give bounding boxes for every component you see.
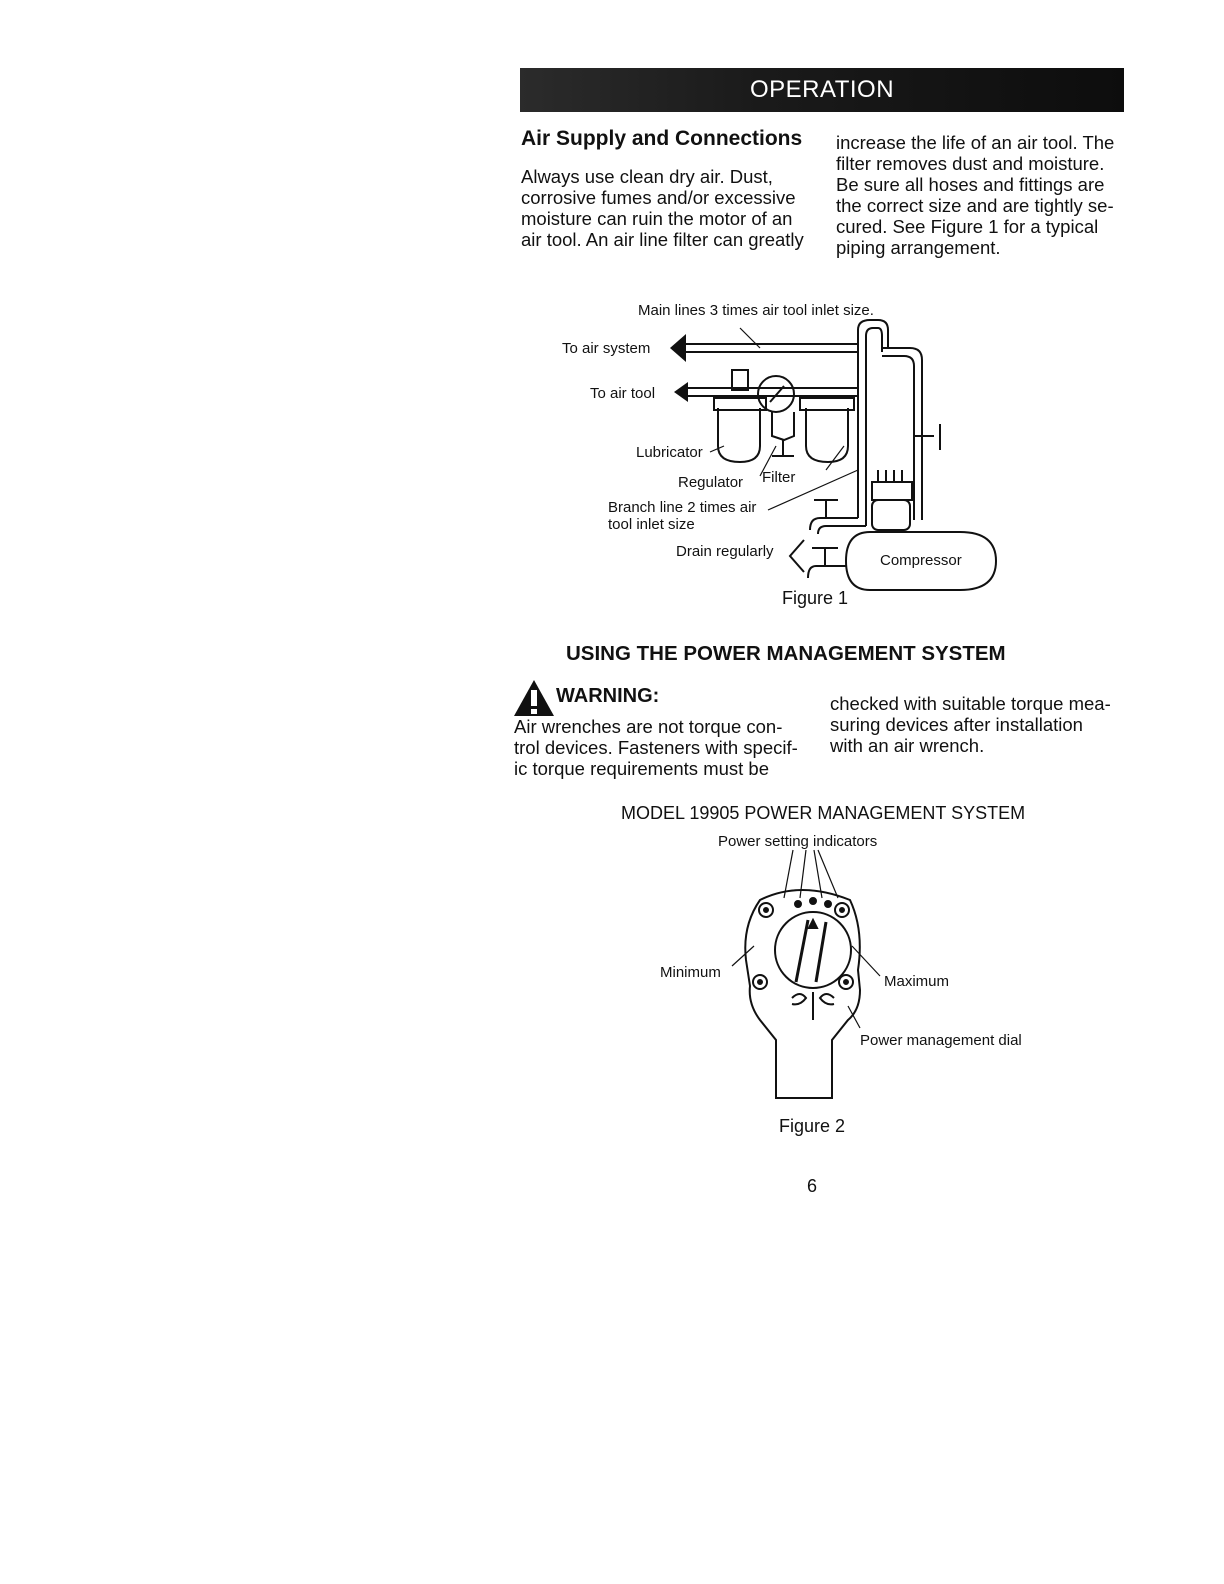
air-supply-heading: Air Supply and Connections — [521, 127, 803, 150]
fig1-filter-label: Filter — [762, 469, 796, 486]
figure-2-title: MODEL 19905 POWER MANAGEMENT SYSTEM — [621, 803, 1026, 823]
fig1-drain-label: Drain regularly — [676, 543, 774, 560]
air-supply-text-col1: Always use clean dry air. Dust, corrosive fumes and/or excessive moisture can ruin the motor of an air tool. An air line filter can greatly — [521, 166, 804, 250]
page-number: 6 — [807, 1176, 818, 1196]
warning-title: WARNING: — [556, 685, 660, 707]
fig1-to-air-tool-label: To air tool — [590, 385, 656, 402]
fig1-compressor-label: Compressor — [880, 552, 962, 569]
section-header-title: OPERATION — [749, 76, 895, 103]
fig1-lubricator-label: Lubricator — [636, 444, 703, 461]
air-supply-text-col2: increase the life of an air tool. The filter removes dust and moisture. Be sure all hoses and fittings are the correct size and are tightly se- cured. See Figure 1 for a typical piping arrangement. — [836, 132, 1115, 258]
power-management-heading: USING THE POWER MANAGEMENT SYSTEM — [566, 642, 1006, 665]
warning-text-col1: Air wrenches are not torque con- trol devices. Fasteners with specif- ic torque requirements must be — [514, 716, 798, 779]
fig2-power-setting-label: Power setting indicators — [718, 833, 878, 850]
figure-2-caption: Figure 2 — [779, 1116, 846, 1136]
fig2-maximum-label: Maximum — [884, 973, 950, 990]
warning-text-col2: checked with suitable torque mea- suring devices after installation with an air wrench. — [830, 693, 1111, 756]
fig1-main-lines-label: Main lines 3 times air tool inlet size. — [638, 302, 874, 319]
figure-1-caption: Figure 1 — [782, 588, 849, 608]
fig1-regulator-label: Regulator — [678, 474, 744, 491]
fig1-branch-line-label: Branch line 2 times air tool inlet size — [608, 499, 757, 533]
fig2-dial-label: Power management dial — [860, 1032, 1022, 1049]
fig2-minimum-label: Minimum — [660, 964, 721, 981]
fig1-to-air-system-label: To air system — [562, 340, 651, 357]
